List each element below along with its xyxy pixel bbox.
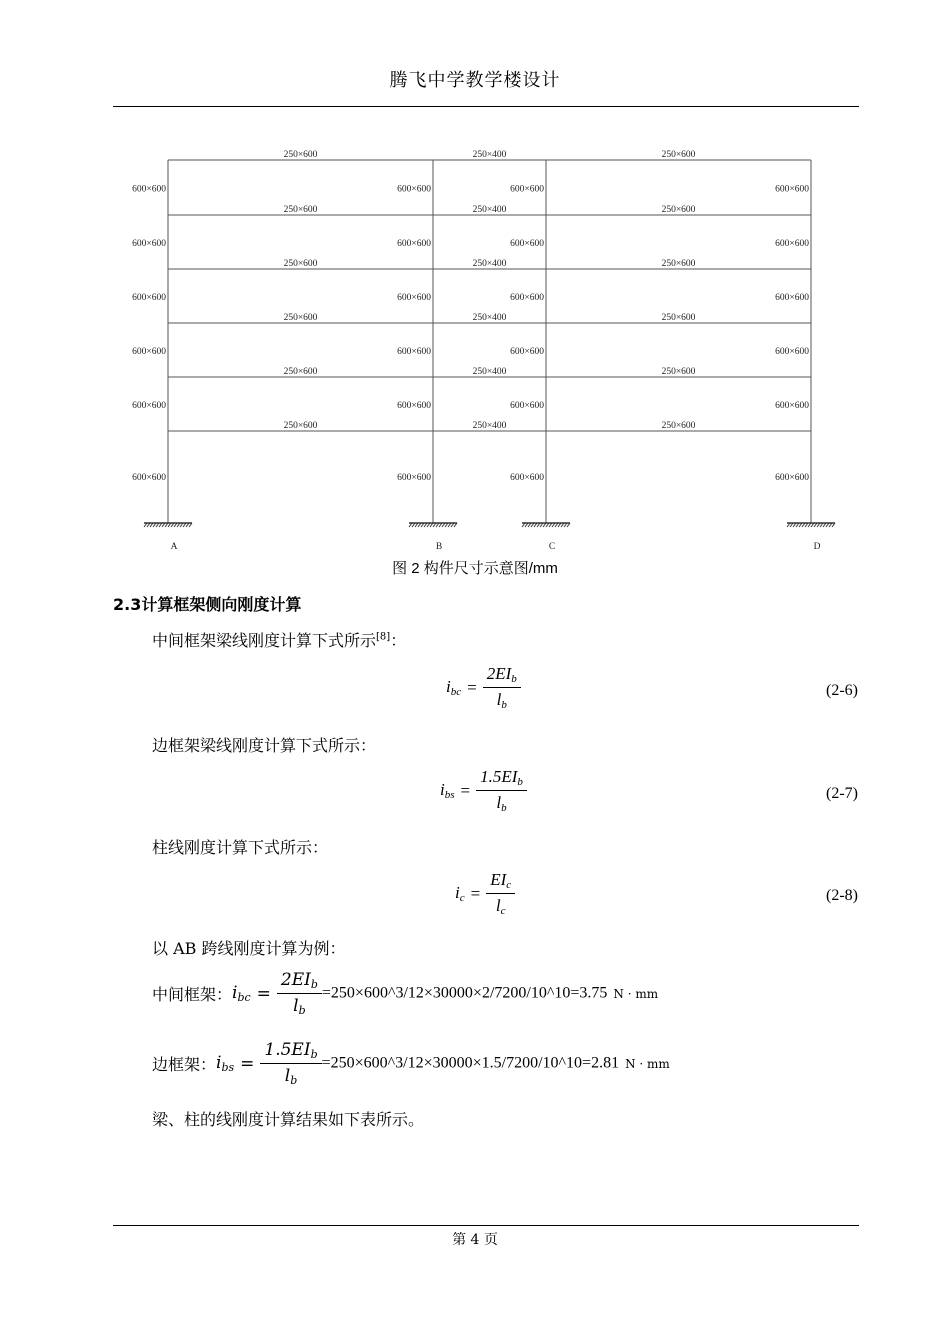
- column-label-b: 600×600: [397, 239, 431, 249]
- eq3-numerator: EI: [490, 870, 507, 889]
- column-label-b: 600×600: [397, 473, 431, 483]
- column-label-b: 600×600: [397, 401, 431, 411]
- calc-edge-denominator-sub: b: [290, 1074, 298, 1087]
- column-label-c: 600×600: [510, 184, 544, 195]
- beam-label-cd: 250×600: [661, 313, 696, 323]
- equation-number-2-7: (2-7): [826, 785, 858, 802]
- column-label-a: 600×600: [132, 293, 166, 303]
- calc-middle-numerator: 2EI: [280, 970, 311, 990]
- calc-edge-frame: 边框架：$i_{bs}$ = $\frac{1.5EI_b}{l_b}$ =250×600^3/12×30000×1.5/7200/10^10=2.81 N · mm: [152, 1040, 670, 1087]
- equation-2-7: $i_{bs}$ = $\frac{1.5EI_b}{l_b}$: [440, 767, 527, 814]
- column-label-b: 600×600: [397, 347, 431, 357]
- column-label-d: 600×600: [775, 401, 809, 411]
- beam-label-ab: 250×600: [283, 259, 318, 269]
- equation-2-8: $i_c$ = $\frac{EI_c}{l_c}$: [455, 870, 515, 917]
- column-label-a: 600×600: [132, 239, 166, 249]
- footer-rule: [113, 1225, 859, 1226]
- eq2-numerator-sub: b: [517, 776, 523, 788]
- beam-label-bc: 250×400: [472, 150, 507, 160]
- equation-number-2-6: (2-6): [826, 682, 858, 699]
- page-header-title: 腾飞中学教学楼设计: [389, 70, 561, 91]
- eq2-denominator-sub: b: [501, 802, 507, 814]
- beam-label-ab: 250×600: [283, 313, 318, 323]
- reference-mark: [8]: [376, 631, 391, 643]
- figure-caption: 图 2 构件尺寸示意图/mm: [392, 560, 558, 577]
- paragraph-result: 梁、柱的线刚度计算结果如下表所示。: [152, 1110, 425, 1129]
- column-label-c: 600×600: [510, 239, 544, 249]
- calc-edge-numerator-sub: b: [310, 1048, 318, 1061]
- column-label-d: 600×600: [775, 184, 809, 195]
- calc-middle-denominator: l: [293, 996, 299, 1016]
- section-title: 2.3计算框架侧向刚度计算: [113, 595, 302, 614]
- column-label-b: 600×600: [397, 184, 431, 195]
- calc-edge-numerator: 1.5EI: [264, 1040, 311, 1060]
- eq1-numerator-sub: b: [511, 673, 517, 685]
- column-label-b: 600×600: [397, 293, 431, 303]
- column-label-a: 600×600: [132, 184, 166, 195]
- paragraph-middle-frame: [152, 628, 406, 651]
- eq1-lhs-sub: bc: [450, 686, 462, 698]
- paragraph-column: 柱线刚度计算下式所示：: [152, 838, 329, 857]
- beam-label-cd: 250×600: [661, 367, 696, 377]
- beam-label-ab: 250×600: [283, 150, 318, 160]
- eq2-lhs: i: [440, 780, 445, 799]
- axis-label-c: C: [548, 542, 556, 552]
- axis-label-a: A: [170, 542, 178, 552]
- header-rule: [113, 106, 859, 107]
- column-label-d: 600×600: [775, 293, 809, 303]
- paragraph-colon: ：: [390, 631, 407, 650]
- eq1-lhs: i: [446, 677, 451, 696]
- calc-edge-value: =250×600^3/12×30000×1.5/7200/10^10=2.81: [321, 1054, 620, 1072]
- calc-middle-label: 中间框架：: [152, 985, 233, 1004]
- eq3-lhs: i: [455, 883, 460, 902]
- calc-edge-lhs: i: [216, 1053, 222, 1073]
- column-label-c: 600×600: [510, 293, 544, 303]
- column-label-c: 600×600: [510, 401, 544, 411]
- eq3-lhs-sub: c: [459, 892, 465, 904]
- calc-edge-label: 边框架：: [152, 1055, 217, 1074]
- axis-label-b: B: [435, 542, 443, 552]
- column-label-c: 600×600: [510, 347, 544, 357]
- column-label-d: 600×600: [775, 347, 809, 357]
- calc-middle-frame: 中间框架：$i_{bc}$ = $\frac{2EI_b}{l_b}$ =250×600^3/12×30000×2/7200/10^10=3.75 N · mm: [152, 970, 659, 1017]
- column-label-a: 600×600: [132, 401, 166, 411]
- paragraph-edge-frame: 边框架梁线刚度计算下式所示：: [152, 736, 377, 755]
- equation-2-6: $i_{bc}$ = $\frac{2EI_b}{l_b}$: [446, 664, 521, 711]
- eq2-numerator: 1.5EI: [480, 767, 518, 786]
- eq3-numerator-sub: c: [506, 879, 512, 891]
- eq1-denominator: l: [496, 690, 502, 709]
- beam-label-ab: 250×600: [283, 367, 318, 377]
- eq3-denominator-sub: c: [500, 905, 506, 917]
- beam-label-cd: 250×600: [661, 259, 696, 269]
- column-label-a: 600×600: [132, 473, 166, 483]
- eq2-lhs-sub: bs: [444, 789, 455, 801]
- beam-label-cd: 250×600: [661, 421, 696, 431]
- page-number: 第 4 页: [452, 1232, 498, 1248]
- beam-label-cd: 250×600: [661, 205, 696, 215]
- beam-label-bc: 250×400: [472, 421, 507, 431]
- beam-label-bc: 250×400: [472, 367, 507, 377]
- frame-dimension-diagram: [112, 140, 842, 560]
- calc-middle-lhs: i: [232, 983, 238, 1003]
- calc-edge-unit: N · mm: [625, 1056, 670, 1071]
- calc-edge-denominator: l: [284, 1066, 291, 1086]
- beam-label-bc: 250×400: [472, 313, 507, 323]
- eq1-numerator: 2EI: [486, 664, 512, 683]
- beam-label-cd: 250×600: [661, 150, 696, 160]
- column-label-d: 600×600: [775, 473, 809, 483]
- beam-label-bc: 250×400: [472, 205, 507, 215]
- column-label-c: 600×600: [510, 473, 544, 483]
- beam-label-bc: 250×400: [472, 259, 507, 269]
- calc-middle-lhs-sub: bc: [237, 991, 251, 1004]
- column-label-a: 600×600: [132, 347, 166, 357]
- calc-middle-value: =250×600^3/12×30000×2/7200/10^10=3.75: [321, 984, 608, 1002]
- eq3-denominator: l: [495, 896, 501, 915]
- calc-middle-denominator-sub: b: [298, 1004, 306, 1017]
- axis-label-d: D: [813, 542, 821, 552]
- equation-number-2-8: (2-8): [826, 887, 858, 904]
- eq2-denominator: l: [496, 793, 502, 812]
- beam-label-ab: 250×600: [283, 205, 318, 215]
- paragraph-example: 以 AB 跨线刚度计算为例：: [152, 939, 346, 958]
- paragraph-text: 中间框架梁线刚度计算下式所示: [152, 631, 377, 650]
- eq1-denominator-sub: b: [501, 699, 507, 711]
- beam-label-ab: 250×600: [283, 421, 318, 431]
- calc-edge-lhs-sub: bs: [221, 1061, 235, 1074]
- calc-middle-numerator-sub: b: [310, 978, 318, 991]
- calc-middle-unit: N · mm: [613, 986, 659, 1001]
- column-label-d: 600×600: [775, 239, 809, 249]
